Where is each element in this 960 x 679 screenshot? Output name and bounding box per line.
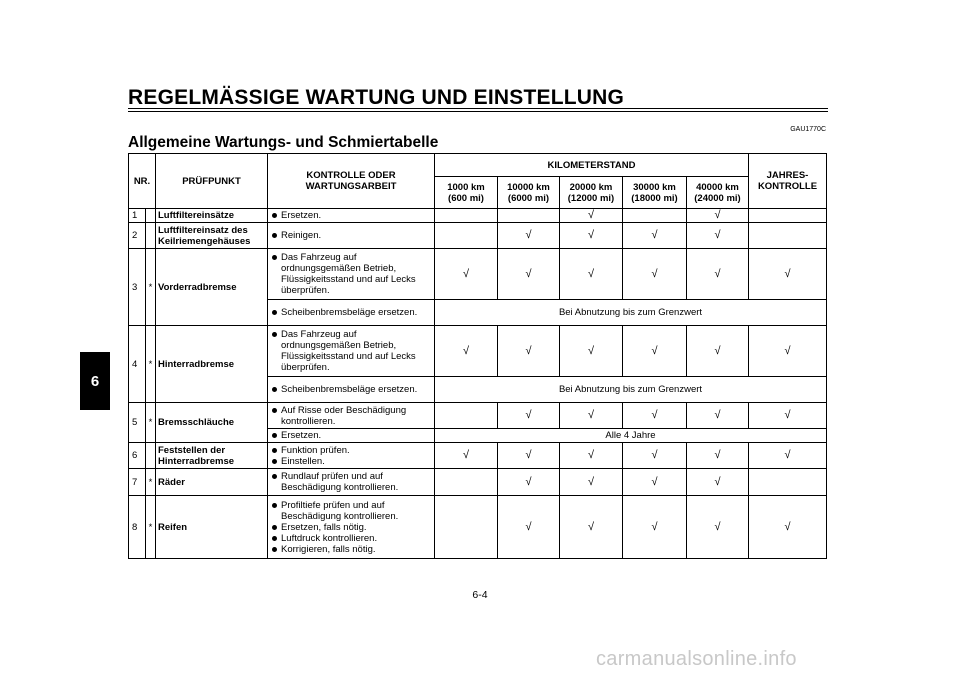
item-label: Vorderradbremse (156, 249, 268, 326)
check-mark: √ (560, 469, 623, 496)
check-mark: √ (749, 403, 827, 429)
check-mark: √ (435, 249, 498, 300)
check-mark: √ (687, 403, 749, 429)
check-mark: √ (435, 326, 498, 377)
check-mark: √ (623, 249, 687, 300)
section-code: GAU1770C (790, 126, 826, 133)
check-mark: √ (623, 496, 687, 559)
maintenance-table (128, 153, 827, 559)
head-km-1: 1000 km (600 mi) (435, 177, 498, 209)
table-head-row (129, 154, 827, 177)
head-jahres: JAHRES-KONTROLLE (749, 154, 827, 209)
table-row: 4 * Hinterradbremse Das Fahrzeug auf ordnungsgemäßen Betrieb, Flüssigkeitsstand und auf Lecks überprüfen. √ √ √ √ √ √ (129, 326, 827, 377)
table-row: Scheibenbremsbeläge ersetzen. Bei Abnutzung bis zum Grenzwert (129, 300, 827, 326)
item-label: Luftfiltereinsätze (156, 209, 268, 223)
check-mark: √ (498, 469, 560, 496)
table-row: Scheibenbremsbeläge ersetzen. Bei Abnutzung bis zum Grenzwert (129, 377, 827, 403)
check-mark: √ (498, 249, 560, 300)
check-mark: √ (749, 326, 827, 377)
table-row: 8 * Reifen Profiltiefe prüfen und auf Beschädigung kontrollieren. Ersetzen, falls nötig. Luftdruck kontrollieren. Korrigieren, falls nötig. √ √ √ √ √ (129, 496, 827, 559)
item-label: Hinterradbremse (156, 326, 268, 403)
page-header-title: REGELMÄSSIGE WARTUNG UND EINSTELLUNG (128, 86, 625, 109)
item-label: Reifen (156, 496, 268, 559)
check-mark: √ (623, 443, 687, 469)
head-km-4: 30000 km (18000 mi) (623, 177, 687, 209)
head-kilometerstand: KILOMETERSTAND (435, 154, 749, 177)
table-row: 1 Luftfiltereinsätze Ersetzen. √ √ (129, 209, 827, 223)
check-mark: √ (560, 249, 623, 300)
table-row: 2 Luftfiltereinsatz des Keilriemengehäuses Reinigen. √ √ √ √ (129, 223, 827, 249)
check-mark: √ (687, 326, 749, 377)
check-mark: √ (560, 326, 623, 377)
head-km-2: 10000 km (6000 mi) (498, 177, 560, 209)
table-row: Ersetzen. Alle 4 Jahre (129, 429, 827, 443)
check-mark: √ (498, 403, 560, 429)
check-mark: √ (749, 249, 827, 300)
check-mark: √ (687, 209, 749, 223)
check-mark: √ (623, 326, 687, 377)
section-title: Allgemeine Wartungs- und Schmiertabelle (128, 134, 439, 151)
check-mark: √ (560, 496, 623, 559)
head-km-5: 40000 km (24000 mi) (687, 177, 749, 209)
chapter-tab: 6 (80, 352, 110, 410)
check-mark: √ (560, 403, 623, 429)
check-mark: √ (687, 249, 749, 300)
check-mark: √ (687, 443, 749, 469)
check-mark: √ (498, 223, 560, 249)
table-row: 7 * Räder Rundlauf prüfen und auf Beschädigung kontrollieren. √ √ √ √ (129, 469, 827, 496)
check-mark: √ (687, 496, 749, 559)
check-mark: √ (687, 469, 749, 496)
head-kontrolle: KONTROLLE ODER WARTUNGSARBEIT (268, 154, 435, 209)
item-label: Räder (156, 469, 268, 496)
table-row: 6 Feststellen der Hinterradbremse Funktion prüfen. Einstellen. √ √ √ √ √ √ (129, 443, 827, 469)
check-mark: √ (623, 403, 687, 429)
check-mark: √ (560, 209, 623, 223)
table-row: 5 * Bremsschläuche Auf Risse oder Beschädigung kontrollieren. √ √ √ √ √ (129, 403, 827, 429)
check-mark: √ (687, 223, 749, 249)
check-mark: √ (623, 469, 687, 496)
check-mark: √ (498, 496, 560, 559)
header-rule-thin (128, 111, 828, 112)
check-mark: √ (623, 223, 687, 249)
item-label: Luftfiltereinsatz des Keilriemengehäuses (156, 223, 268, 249)
check-mark: √ (749, 443, 827, 469)
page-number: 6-4 (472, 589, 488, 601)
check-mark: √ (498, 326, 560, 377)
watermark: carmanualsonline.info (596, 648, 797, 670)
check-mark: √ (435, 443, 498, 469)
item-label: Feststellen der Hinterradbremse (156, 443, 268, 469)
item-label: Bremsschläuche (156, 403, 268, 443)
check-mark: √ (749, 496, 827, 559)
table-row: 3 * Vorderradbremse Das Fahrzeug auf ordnungsgemäßen Betrieb, Flüssigkeitsstand und auf Lecks überprüfen. √ √ √ √ √ √ (129, 249, 827, 300)
check-mark: √ (560, 443, 623, 469)
check-mark: √ (498, 443, 560, 469)
head-km-3: 20000 km (12000 mi) (560, 177, 623, 209)
header-rule-thick (128, 108, 828, 109)
head-nr: NR. (129, 154, 156, 209)
check-mark: √ (560, 223, 623, 249)
head-pruefpunkt: PRÜFPUNKT (156, 154, 268, 209)
